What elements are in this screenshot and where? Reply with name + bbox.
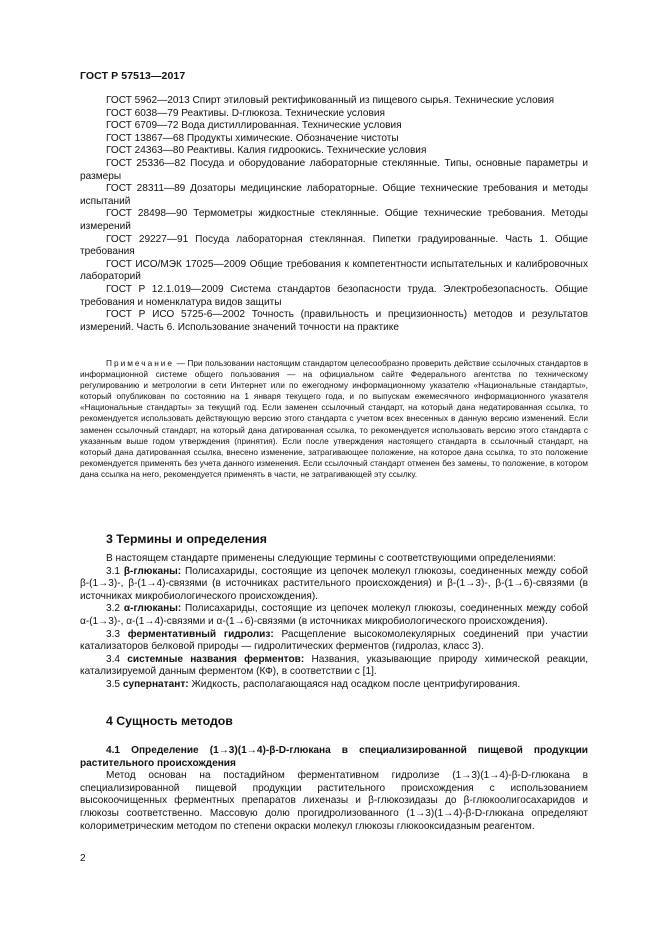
term-name: β-глюканы: <box>123 565 182 577</box>
normative-references <box>80 95 588 334</box>
reference-item: ГОСТ 24363—80 Реактивы. Калия гидроокись. Технические условия <box>106 145 427 157</box>
reference-item: ГОСТ 25336—82 Посуда и оборудование лабораторные стеклянные. Типы, основные параметры и размеры <box>80 157 588 182</box>
reference-item: ГОСТ 6709—72 Вода дистиллированная. Технические условия <box>106 120 402 132</box>
term-definition: Названия, указывающие природу химической реакции, катализируемой данным ферментом (КФ), в соответствии с [1]. <box>80 653 589 678</box>
page-number: 2 <box>80 853 86 864</box>
section-3-title: 3 Термины и определения <box>106 532 267 546</box>
section-4-title: 4 Сущность методов <box>106 714 233 728</box>
reference-item: ГОСТ 28498—90 Термометры жидкостные стеклянные. Общие технические требования. Методы измерений <box>80 208 588 232</box>
term-name: супернатант: <box>122 678 189 690</box>
reference-item: ГОСТ Р 12.1.019—2009 Система стандартов безопасности труда. Электробезопасность. Общие требования и номенклатура видов защиты <box>80 283 588 308</box>
subsection-4-1-text: Метод основан на постадийном ферментативном гидролизе (1→3)(1→4)-β-D-глюкана в специализированной пищевой продукции растительного происхождения с использованием высокоочищенных ферментных препаратов лихеназы и β-глюкозидазы до β-глюкоолигосахаридов и глюкозы соответственно. Массовую долю прогидролизованного (1→3)(1→4)-β-D-глюкана определяют колориметрическим методом по степени окраски молекул глюкозы глюкооксидазным реагентом. <box>80 770 588 832</box>
reference-item: ГОСТ 28311—89 Дозаторы медицинские лабораторные. Общие технические требования и методы испытаний <box>80 183 588 207</box>
term-name: ферментативный гидролиз: <box>127 628 274 640</box>
term-name: системные названия ферментов: <box>127 653 305 665</box>
section-3-intro: В настоящем стандарте применены следующие термины с соответствующими определениями: <box>106 553 556 564</box>
term-definition: Полисахариды, состоящие из цепочек молекул глюкозы, соединенных между собой α-(1→3)-, α-(1→4)-связями и α-(1→6)-связями (в источниках микробиологического происхождения). <box>80 603 588 627</box>
term-item: 3.4 системные названия ферментов: Названия, указывающие природу химической реакции, катализируемой данным ферментом (КФ), в соответствии с [1]. <box>80 653 589 678</box>
reference-item: ГОСТ 13867—68 Продукты химические. Обозначение чистоты <box>106 132 399 144</box>
term-name: α-глюканы: <box>123 603 182 615</box>
term-definition: Жидкость, располагающаяся над осадком после центрифугирования. <box>191 678 521 690</box>
reference-item: ГОСТ 29227—91 Посуда лабораторная стеклянная. Пипетки градуированные. Часть 1. Общие требования <box>80 233 588 258</box>
section-3-body <box>80 553 588 692</box>
note-text: — При пользовании настоящим стандартом целесообразно проверить действие ссылочных стандартов в информационной системе общего пользования — на официальном сайте Федерального агентства по техническому регулированию и метрологии в сети Интернет или по ежегодному информационному указателю «Национальные стандарты», который опубликован по состоянию на 1 января текущего года, и по выпускам ежемесячного информационного указателя «Национальные стандарты» за текущий год. Если заменен ссылочный стандарт, на который дана недатированная ссылка, то рекомендуется использовать действующую версию этого стандарта с учетом всех внесенных в данную версию изменений. Если заменен ссылочный стандарт, на который дана датированная ссылка, то рекомендуется использовать версию этого стандарта с указанным выше годом утверждения (принятия). Если после утверждения настоящего стандарта в ссылочный стандарт, на который дана датированная ссылка, внесено изменение, затрагивающее положение, на которое дана ссылка, то это положение рекомендуется применять без учета данного изменения. Если ссылочный стандарт отменен без замены, то положение, в котором дана ссылка на него, рекомендуется применять в части, не затрагивающей эту ссылку. <box>80 358 588 479</box>
term-item: 3.3 ферментативный гидролиз: Расщепление высокомолекулярных соединений при участии катализаторов белковой природы — гидролитических ферментов (гидролаз, класс 3). <box>80 628 588 653</box>
subsection-4-1-title: 4.1 Определение (1→3)(1→4)-β-D-глюкана в специализированной пищевой продукции растительного происхождения <box>80 745 588 769</box>
standard-header: ГОСТ Р 57513—2017 <box>80 70 186 82</box>
term-item: 3.1 β-глюканы: Полисахариды, состоящие из цепочек молекул глюкозы, соединенных между собой β-(1→3)-, β-(1→4)-связями (в источниках растительного происхождения) и β-(1→3)-, β-(1→6)-связями (в источниках микробиологического происхождения). <box>80 565 588 602</box>
reference-item: ГОСТ 5962—2013 Спирт этиловый ректификованный из пищевого сырья. Технические условия <box>106 95 555 106</box>
term-item: 3.2 α-глюканы: Полисахариды, состоящие из цепочек молекул глюкозы, соединенных между собой α-(1→3)-, α-(1→4)-связями и α-(1→6)-связями (в источниках микробиологического происхождения). <box>80 603 588 627</box>
term-definition: Полисахариды, состоящие из цепочек молекул глюкозы, соединенных между собой β-(1→3)-, β-(1→4)-связями (в источниках растительного происхождения) и β-(1→3)-, β-(1→6)-связями (в источниках микробиологического происхождения). <box>80 565 588 602</box>
note-block <box>80 358 588 480</box>
note-label: Примечание <box>106 358 175 368</box>
term-item: 3.5 супернатант: Жидкость, располагающаяся над осадком после центрифугирования. <box>106 678 521 690</box>
term-definition: Расщепление высокомолекулярных соединений при участии катализаторов белковой природы — гидролитических ферментов (гидролаз, класс 3). <box>80 628 588 653</box>
reference-item: ГОСТ 6038—79 Реактивы. D-глюкоза. Технические условия <box>106 107 385 119</box>
reference-item: ГОСТ ИСО/МЭК 17025—2009 Общие требования к компетентности испытательных и калибровочных лабораторий <box>80 258 588 283</box>
reference-item: ГОСТ Р ИСО 5725-6—2002 Точность (правильность и прецизионность) методов и результатов измерений. Часть 6. Использование значений точности на практике <box>80 309 588 333</box>
section-4-body <box>80 745 588 833</box>
